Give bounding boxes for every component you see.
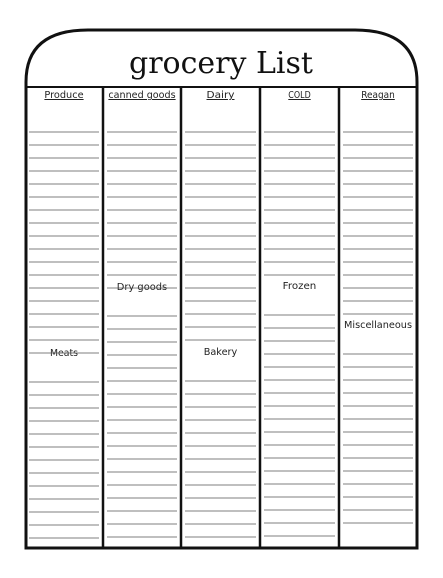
rounded-border — [26, 30, 417, 548]
section-labels — [44, 90, 412, 359]
section-label: Reagan — [361, 90, 395, 101]
section-label: Miscellaneous — [344, 320, 412, 331]
section-label: Dairy — [206, 90, 235, 101]
section-label: COLD — [288, 90, 311, 101]
section-label: Frozen — [282, 281, 317, 292]
section-label: canned goods — [108, 90, 176, 101]
section-label: Produce — [44, 90, 84, 101]
section-label: Dry goods — [116, 282, 168, 293]
writing-lines — [29, 132, 413, 538]
page-title: grocery List — [129, 46, 313, 81]
section-label: Meats — [50, 348, 78, 359]
section-label: Bakery — [203, 347, 238, 358]
